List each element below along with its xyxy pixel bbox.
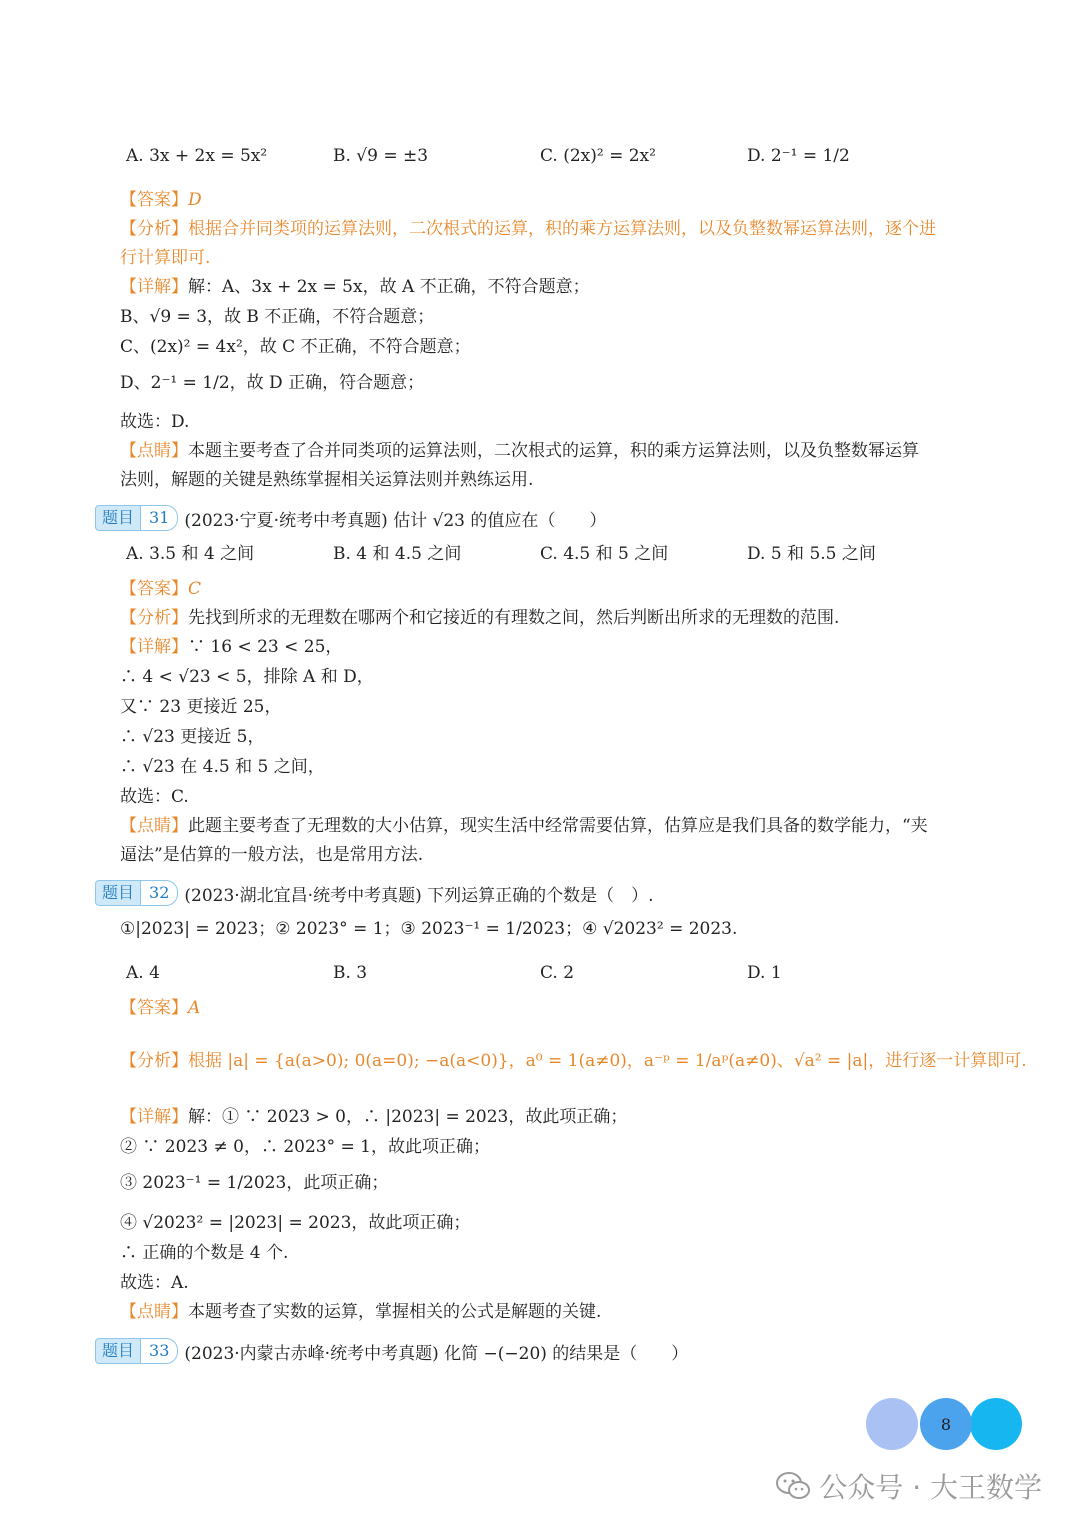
q30-analysis-cont: 行计算即可. — [120, 248, 211, 268]
q32-comment: 【点睛】本题考查了实数的运算，掌握相关的公式是解题的关键. — [120, 1302, 602, 1322]
question-tag: 题目 — [95, 880, 141, 906]
q32-option-a: A. 4 — [126, 963, 160, 983]
q31-answer: 【答案】C — [120, 579, 202, 599]
q32-stem: (2023·湖北宜昌·统考中考真题) 下列运算正确的个数是（ ）. — [184, 885, 654, 906]
q30-option-b: B. √9 = ±3 — [333, 146, 429, 166]
q32-detail-1: 【详解】解：① ∵ 2023 > 0，∴ |2023| = 2023，故此项正确； — [120, 1107, 628, 1127]
q31-analysis: 【分析】先找到所求的无理数在哪两个和它接近的有理数之间，然后判断出所求的无理数的范围. — [120, 608, 840, 628]
q31-detail-5: ∴ √23 在 4.5 和 5 之间， — [120, 757, 325, 777]
question-tag: 题目 — [95, 1338, 141, 1364]
q30-detail-a: 【详解】解：A、3x + 2x = 5x，故 A 不正确，不符合题意； — [120, 277, 590, 297]
q32-option-b: B. 3 — [333, 963, 368, 983]
q31-detail-1: 【详解】∵ 16 < 23 < 25， — [120, 637, 343, 657]
q32-option-d: D. 1 — [747, 963, 782, 983]
q32-items: ①|2023| = 2023；② 2023° = 1；③ 2023⁻¹ = 1/2023；④ √2023² = 2023. — [120, 919, 738, 939]
question-tag: 题目 — [95, 505, 141, 531]
q32-header — [95, 879, 654, 907]
q31-comment-cont: 逼法”是估算的一般方法，也是常用方法. — [120, 845, 424, 865]
q31-option-d: D. 5 和 5.5 之间 — [747, 544, 876, 564]
page-deco-circle-right — [970, 1398, 1022, 1450]
q30-option-c: C. (2x)² = 2x² — [540, 146, 656, 166]
q31-option-b: B. 4 和 4.5 之间 — [333, 544, 462, 564]
footer-text: 公众号 · 大王数学 — [819, 1471, 1042, 1504]
q31-stem: (2023·宁夏·统考中考真题) 估计 √23 的值应在（ ） — [184, 510, 607, 531]
q31-option-a: A. 3.5 和 4 之间 — [126, 544, 255, 564]
q30-option-a: A. 3x + 2x = 5x² — [126, 146, 268, 166]
q31-header — [95, 504, 606, 532]
q32-detail-2: ② ∵ 2023 ≠ 0，∴ 2023° = 1，故此项正确； — [120, 1137, 490, 1157]
q32-detail-3: ③ 2023⁻¹ = 1/2023，此项正确； — [120, 1173, 389, 1193]
q30-option-d: D. 2⁻¹ = 1/2 — [747, 146, 850, 166]
q31-option-c: C. 4.5 和 5 之间 — [540, 544, 669, 564]
q30-answer: 【答案】D — [120, 190, 202, 210]
q32-answer: 【答案】A — [120, 998, 201, 1018]
q32-detail-4: ④ √2023² = |2023| = 2023，故此项正确； — [120, 1213, 471, 1233]
q30-choose: 故选：D. — [120, 412, 190, 432]
q32-analysis: 【分析】根据 |a| = {a(a>0); 0(a=0); −a(a<0)}，a⁰ = 1(a≠0)，a⁻ᵖ = 1/aᵖ(a≠0)、√a² = |a|，进行逐一计算即可. — [120, 1051, 1027, 1071]
wechat-icon — [775, 1471, 811, 1501]
q31-comment: 【点睛】此题主要考查了无理数的大小估算，现实生活中经常需要估算，估算应是我们具备的数学能力，“夹 — [120, 816, 928, 836]
q33-stem: (2023·内蒙古赤峰·统考中考真题) 化简 −(−20) 的结果是（ ） — [184, 1343, 689, 1364]
q30-detail-d: D、2⁻¹ = 1/2，故 D 正确，符合题意； — [120, 373, 425, 393]
q30-detail-b: B、√9 = 3，故 B 不正确，不符合题意； — [120, 307, 435, 327]
q30-comment-cont: 法则，解题的关键是熟练掌握相关运算法则并熟练运用. — [120, 470, 534, 490]
page-number: 8 — [940, 1414, 952, 1434]
q33-header — [95, 1337, 688, 1365]
q30-detail-c: C、(2x)² = 4x²，故 C 不正确，不符合题意； — [120, 337, 471, 357]
q32-detail-5: ∴ 正确的个数是 4 个. — [120, 1243, 289, 1263]
question-number: 33 — [141, 1338, 178, 1364]
q31-choose: 故选：C. — [120, 787, 189, 807]
page-deco-circle-left — [866, 1398, 918, 1450]
q30-comment: 【点睛】本题主要考查了合并同类项的运算法则，二次根式的运算，积的乘方运算法则，以及负整数幂运算 — [120, 441, 919, 461]
q31-detail-4: ∴ √23 更接近 5， — [120, 727, 265, 747]
q31-detail-3: 又∵ 23 更接近 25， — [120, 697, 282, 717]
q30-analysis: 【分析】根据合并同类项的运算法则，二次根式的运算，积的乘方运算法则，以及负整数幂运算法则，逐个进 — [120, 219, 936, 239]
footer-watermark — [775, 1466, 1042, 1506]
q32-choose: 故选：A. — [120, 1273, 189, 1293]
q31-detail-2: ∴ 4 < √23 < 5，排除 A 和 D， — [120, 667, 374, 687]
page-number-circle — [920, 1398, 972, 1450]
q32-option-c: C. 2 — [540, 963, 575, 983]
question-number: 31 — [141, 505, 178, 531]
question-number: 32 — [141, 880, 178, 906]
